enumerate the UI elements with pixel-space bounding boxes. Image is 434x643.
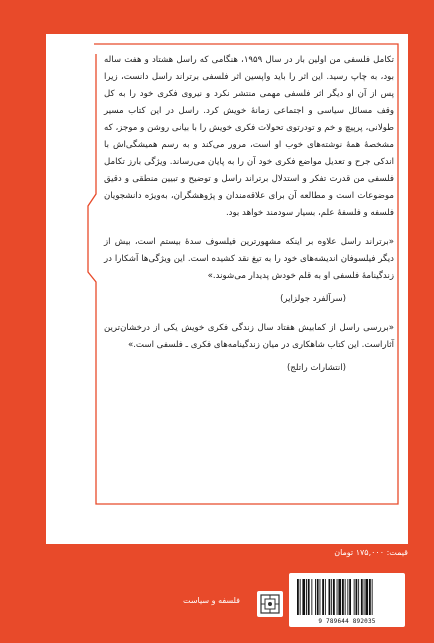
barcode-bar: [342, 579, 344, 615]
barcode-bar: [317, 579, 319, 615]
barcode-bar: [364, 579, 365, 615]
barcode-bar: [320, 579, 321, 615]
barcode-bar: [302, 579, 305, 615]
barcode-bar: [300, 579, 301, 615]
quote-paragraph: «بررسی راسل از کمابیش هفتاد سال زندگی فکری خویش یکی از درخشان‌ترین آثاراست. این کتاب شاهکاری در میان زندگینامه‌های فکری ـ فلسفی است.»: [104, 323, 394, 350]
barcode-bar: [315, 579, 316, 615]
barcode-bar: [349, 579, 351, 615]
barcode-bar: [306, 579, 307, 615]
barcode-bar: [347, 579, 348, 615]
back-cover-text: [104, 52, 394, 389]
barcode-bar: [369, 579, 371, 615]
back-cover-card: [46, 34, 408, 544]
barcode-bar: [311, 579, 312, 615]
synopsis-paragraph: تکامل فلسفی من اولین بار در سال ۱۹۵۹، هنگامی که راسل هشتاد و هفت ساله بود، به چاپ رسید. این اثر را باید واپسین اثر فلسفی برتراند راسل دانست، زیرا پس از آن او دیگر اثر فلسفی مهمی منتشر نکرد و نیروی فکری خود را به کل وقف مسائل سیاسی و اجتماعی زمانهٔ خویش کرد. راسل در این کتاب مسیر طولانی، پرپیچ و خم و تودرتوی تحولات فکری خویش را با بیانی روشن و موجز، که مشخصهٔ همهٔ نوشته‌های خوب او است، مرور می‌کند و به رسم همیشگی‌اش با اندکی جرح و تعدیل مواضع فکری خود آن را به پایان می‌رساند. ویژگی بارز تکامل فلسفی من قدرت تفکر و استدلال برتراند راسل و توضیح و تبیین منطقی و دقیق موضوعات است و مطالعه آن برای علاقه‌مندان و پژوهشگران، به‌ویژه دانشجویان فلسفه و فلسفهٔ علم، بسیار سودمند خواهد بود.: [104, 55, 394, 218]
barcode-bar: [325, 579, 326, 615]
series-label: فلسفه و سیاست: [183, 596, 241, 605]
barcode-bar: [331, 579, 332, 615]
barcode-bar: [333, 579, 335, 615]
barcode-bar: [338, 579, 341, 615]
price-label: قیمت: ۱۷۵,۰۰۰ تومان: [334, 548, 408, 557]
publisher-logo: [257, 591, 283, 617]
barcode-number: 9 789644 892035: [318, 618, 376, 625]
barcode-bar: [308, 579, 310, 615]
quote-paragraph: «برتراند راسل علاوه بر اینکه مشهورترین فیلسوف سدهٔ بیستم است، بیش از دیگر فیلسوفان اندیشه‌های خود را به تیغ نقد کشیده است. این ویژگی‌ها آشکارا در زندگینامهٔ فلسفی او به قلم خودش پدیدار می‌شوند.»: [104, 237, 394, 281]
barcode-bar: [345, 579, 346, 615]
barcode-bar: [337, 579, 338, 615]
barcode-bar: [354, 579, 355, 615]
barcode-bar: [322, 579, 324, 615]
quote-source: (سرآلفرد جولزایر): [280, 294, 346, 304]
barcode-bar: [297, 579, 299, 615]
barcode-bar: [329, 579, 331, 615]
barcode: [289, 573, 405, 627]
barcode-bar: [356, 579, 358, 615]
quote-source: (انتشارات راتلج): [286, 363, 346, 373]
barcode-bar: [361, 579, 363, 615]
publisher-logo-icon: [257, 591, 283, 617]
barcode-bars: [295, 579, 399, 615]
barcode-bar: [358, 579, 359, 615]
barcode-bar: [365, 579, 368, 615]
barcode-bar: [372, 579, 373, 615]
